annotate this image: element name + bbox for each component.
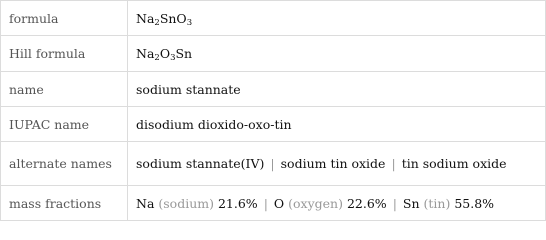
element-name: (tin) xyxy=(423,195,451,211)
alternate-name: tin sodium oxide xyxy=(401,156,507,171)
formula-part: Na xyxy=(136,10,155,26)
name-value: sodium stannate xyxy=(128,72,546,107)
table-row-name xyxy=(1,72,546,107)
hill-formula-part: O xyxy=(159,46,171,61)
element-name: (sodium) xyxy=(158,195,214,211)
iupac-name-value: disodium dioxido-oxo-tin xyxy=(128,107,546,142)
hill-formula-subscript: 3 xyxy=(170,53,176,63)
formula-subscript: 3 xyxy=(186,17,193,28)
table-row-iupac-name xyxy=(1,107,546,142)
iupac-name-label: IUPAC name xyxy=(1,107,128,142)
element-percent: 22.6% xyxy=(346,195,387,211)
separator: | xyxy=(270,156,275,171)
hill-formula-label: Hill formula xyxy=(1,36,128,72)
formula-label: formula xyxy=(1,1,128,36)
hill-formula-subscript: 2 xyxy=(154,53,160,63)
element-symbol: Na xyxy=(136,195,155,211)
name-label: name xyxy=(1,72,128,107)
mass-fractions-label: mass fractions xyxy=(1,186,128,221)
alternate-name: sodium stannate(IV) xyxy=(136,156,265,171)
element-percent: 55.8% xyxy=(454,195,495,211)
element-symbol: Sn xyxy=(402,195,420,211)
element-name: (oxygen) xyxy=(288,195,343,211)
table-row-formula xyxy=(1,1,546,36)
table-row-mass-fractions xyxy=(1,186,546,221)
separator: | xyxy=(392,195,397,211)
element-percent: 21.6% xyxy=(217,195,258,211)
alternate-name: sodium tin oxide xyxy=(280,156,386,171)
table-row-alternate-names xyxy=(1,142,546,186)
hill-formula-part: Sn xyxy=(175,46,193,61)
separator: | xyxy=(263,195,268,211)
separator: | xyxy=(391,156,396,171)
hill-formula-part: Na xyxy=(136,46,155,61)
formula-subscript: 2 xyxy=(154,17,160,28)
alternate-names-label: alternate names xyxy=(1,142,128,186)
hill-formula-value xyxy=(128,36,546,72)
element-symbol: O xyxy=(273,195,285,211)
alternate-names-value xyxy=(128,142,546,186)
formula-value xyxy=(128,1,546,36)
table-row-hill-formula xyxy=(1,36,546,72)
formula-part: SnO xyxy=(159,10,187,26)
mass-fractions-value xyxy=(128,186,546,221)
